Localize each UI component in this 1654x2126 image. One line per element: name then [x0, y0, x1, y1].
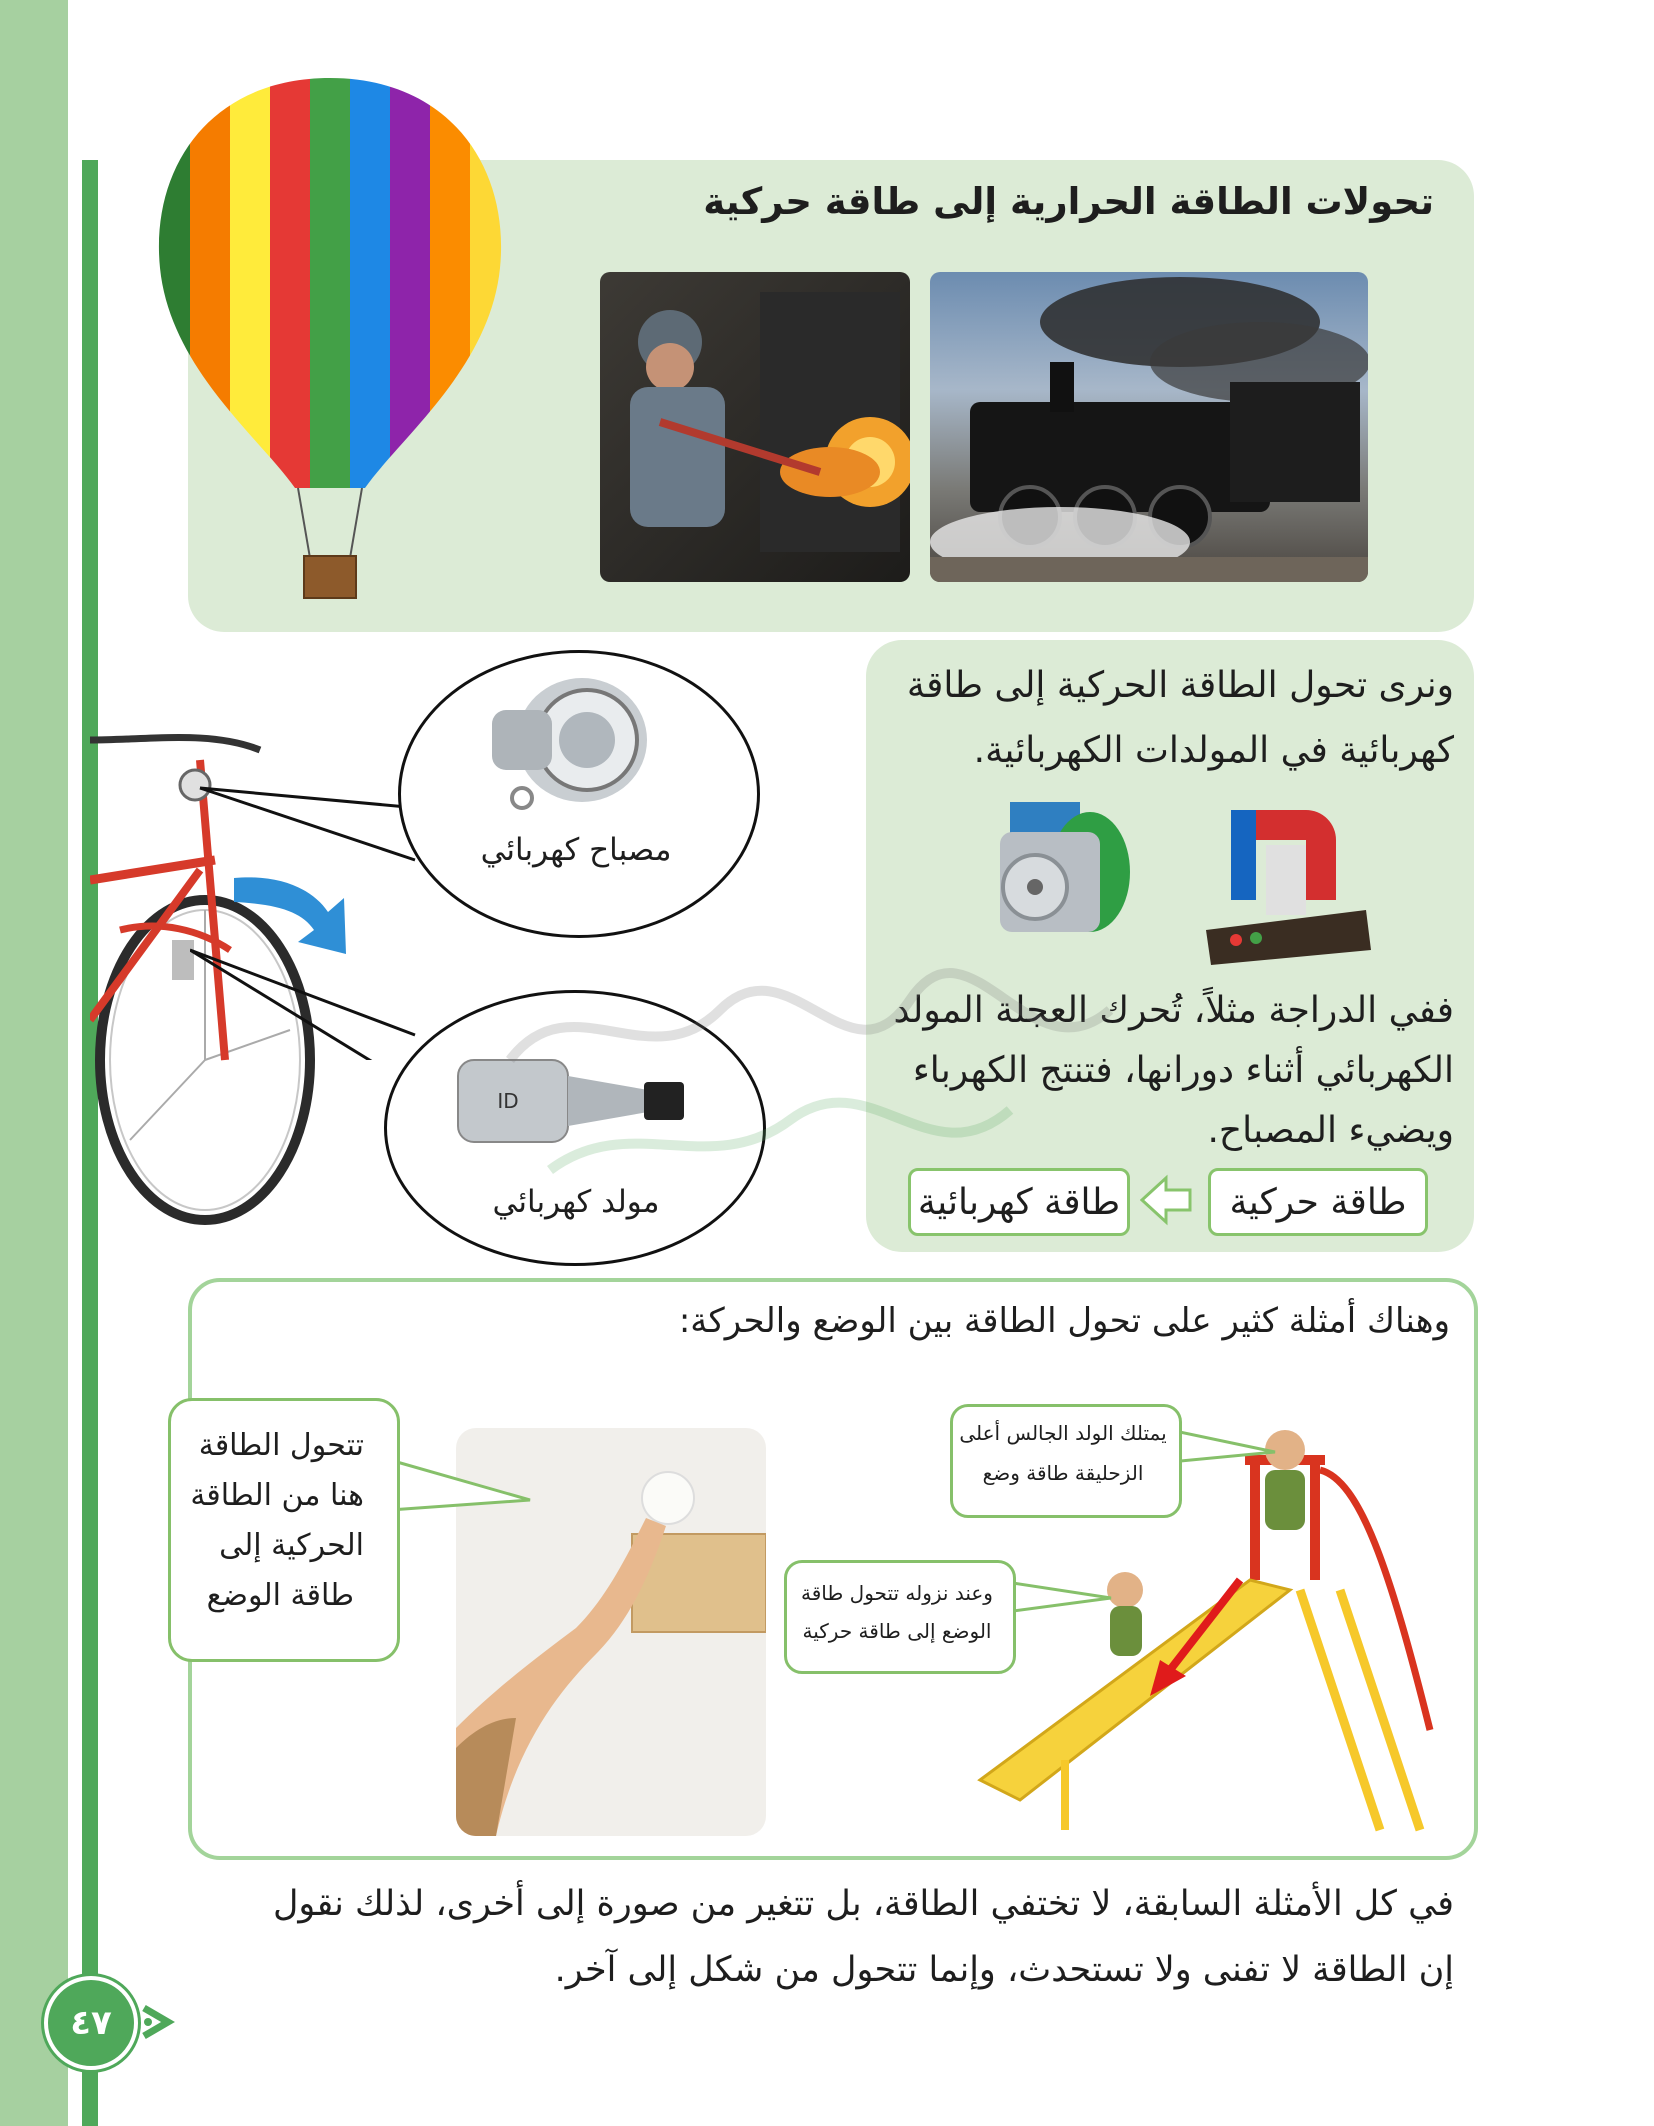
stoker-image [600, 272, 910, 582]
slide-top-bubble-tail [1170, 1420, 1280, 1480]
margin-bar-white-gap [68, 0, 82, 2126]
svg-text:ID: ID [497, 1089, 519, 1113]
page-number: ٤٧ [70, 2003, 112, 2043]
slide-mid-bubble-line2: الوضع إلى طاقة حركية [802, 1619, 992, 1643]
steam-locomotive-image [930, 272, 1368, 582]
ball-bubble-line3: الحركية إلى [219, 1528, 364, 1563]
watermark-stamp [490, 940, 1130, 1200]
margin-bar-light [0, 0, 68, 2126]
examples-intro: وهناك أمثلة كثير على تحول الطاقة بين الوضع والحركة: [678, 1301, 1450, 1341]
page-number-badge [44, 1976, 138, 2070]
bike-text-line1: ففي الدراجة مثلاً، تُحرك العجلة المولد [893, 990, 1454, 1031]
generator-text-line1: ونرى تحول الطاقة الحركية إلى طاقة [906, 665, 1454, 706]
ball-bubble-line1: تتحول الطاقة [198, 1428, 364, 1463]
box-electric-energy: طاقة كهربائية [908, 1168, 1130, 1236]
slide-top-bubble-line1: يمتلك الولد الجالس أعلى [959, 1421, 1167, 1445]
conclusion-line2: إن الطاقة لا تفنى ولا تستحدث، وإنما تتحول من شكل إلى آخر. [554, 1950, 1454, 1990]
lamp-label: مصباح كهربائي [480, 832, 672, 868]
bicycle-lamp-image [482, 670, 652, 820]
arrow-left-icon [1140, 1174, 1194, 1226]
heat-title: تحولات الطاقة الحرارية إلى طاقة حركية [703, 180, 1434, 223]
generator-text-line2: كهربائية في المولدات الكهربائية. [973, 730, 1454, 771]
conclusion-line1: في كل الأمثلة السابقة، لا تختفي الطاقة، بل تتغير من صورة إلى أخرى، لذلك نقول [272, 1884, 1454, 1924]
box-kinetic-energy: طاقة حركية [1208, 1168, 1428, 1236]
chevron-right-icon [138, 2004, 178, 2040]
ball-bubble-line2: هنا من الطاقة [190, 1478, 364, 1513]
bike-text-line2: الكهربائي أثناء دورانها، فتنتج الكهرباء [912, 1050, 1454, 1091]
ball-bubble-line4: طاقة الوضع [206, 1578, 354, 1613]
hot-air-balloon-image [150, 78, 510, 608]
slide-top-bubble-line2: الزحليقة طاقة وضع [982, 1461, 1144, 1485]
dynamo-label: مولد كهربائي [492, 1184, 660, 1220]
electric-motor-image [980, 792, 1140, 962]
demo-generator-image [1196, 790, 1376, 970]
bike-text-line3: ويضيء المصباح. [1207, 1110, 1454, 1151]
slide-mid-bubble-tail [1006, 1566, 1116, 1626]
ball-bubble-tail [380, 1440, 540, 1540]
slide-mid-bubble-line1: وعند نزوله تتحول طاقة [801, 1581, 993, 1605]
